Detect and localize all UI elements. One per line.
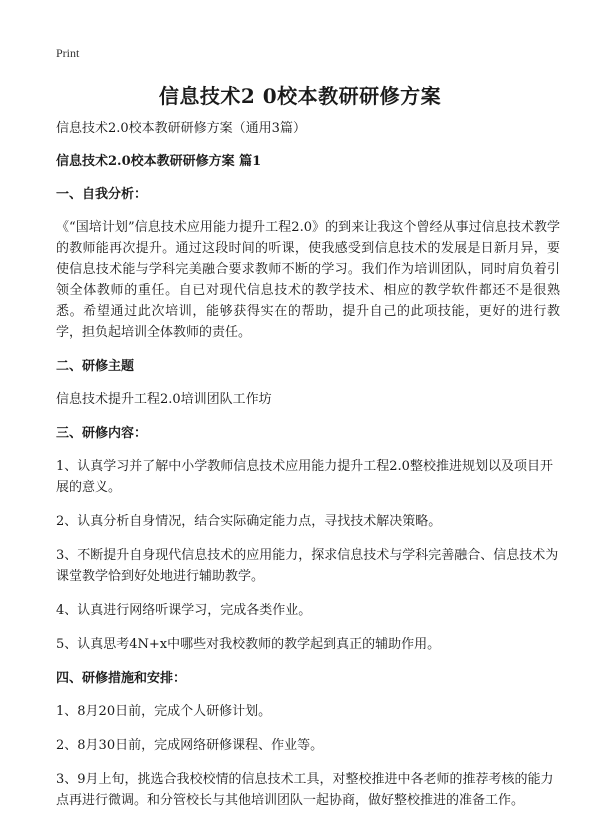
page-title: 信息技术2 0校本教研研修方案 — [158, 84, 442, 108]
list-item: 5、认真思考4N+x中哪些对我校教师的教学起到真正的辅助作用。 — [56, 637, 441, 652]
list-item: 4、认真进行网络听课学习，完成各类作业。 — [56, 603, 312, 618]
list-item: 1、认真学习并了解中小学教师信息技术应用能力提升工程2.0整校推进规划以及项目开展的意义。 — [56, 459, 553, 495]
list-item: 3、不断提升自身现代信息技术的应用能力，探求信息技术与学科完善融合、信息技术为课堂教学恰到好处地进行辅助教学。 — [56, 548, 559, 584]
section-2-text: 信息技术提升工程2.0培训团队工作坊 — [56, 392, 272, 407]
document-body — [56, 118, 560, 824]
print-label: Print — [56, 46, 80, 60]
subtitle: 信息技术2.0校本教研研修方案（通用3篇） — [56, 121, 306, 136]
list-item: 2、认真分析自身情况，结合实际确定能力点，寻找技术解决策略。 — [56, 514, 442, 529]
list-item: 1、8月20日前，完成个人研修计划。 — [56, 704, 272, 719]
article-heading: 信息技术2.0校本教研研修方案 篇1 — [56, 154, 262, 169]
section-3-heading: 三、研修内容： — [56, 426, 148, 441]
list-item: 2、8月30日前，完成网络研修课程、作业等。 — [56, 738, 324, 753]
section-1-heading: 一、自我分析： — [56, 187, 148, 202]
section-1-paragraph: 《“国培计划”信息技术应用能力提升工程2.0》的到来让我这个曾经从事过信息技术教学的教师能再次提升。通过这段时间的听课，使我感受到信息技术的发展是日新月异，要使信息技术能与学科完美融合要求教师不断的学习。我们作为培训团队，同时肩负着引领全体教师的重任。自已对现代信息技术的教学技术、相应的教学软件都还不是很熟悉。希望通过此次培训，能够获得实在的帮助，提升自己的此项技能，更好的进行教学，担负起培训全体教师的责任。 — [56, 220, 560, 340]
list-item: 3、9月上旬，挑选合我校校情的信息技术工具，对整校推进中各老师的推荐考核的能力点再进行微调。和分管校长与其他培训团队一起协商，做好整校推进的准备工作。 — [56, 772, 554, 808]
section-2-heading: 二、研修主题 — [56, 359, 135, 374]
section-4-heading: 四、研修措施和安排： — [56, 671, 187, 686]
